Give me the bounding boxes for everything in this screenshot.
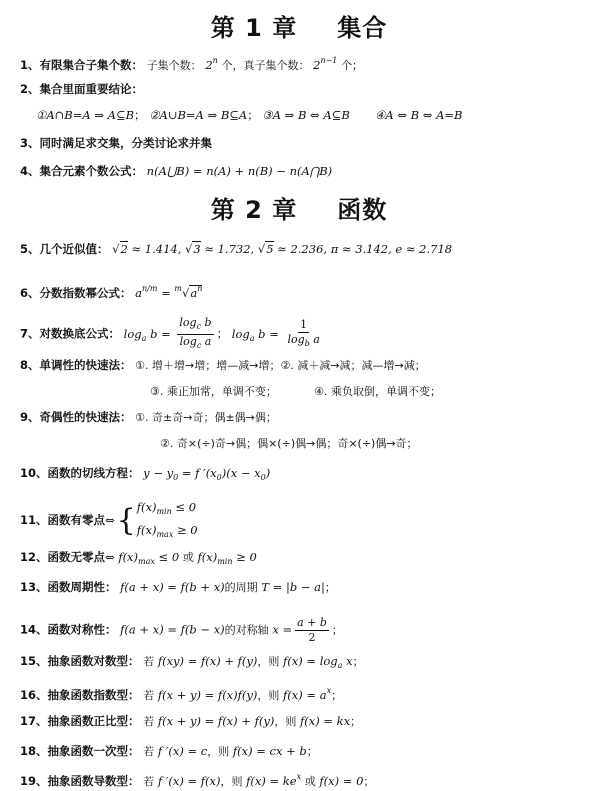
item-4: 4、集合元素个数公式： n(A⋃B) = n(A) + n(B) − n(A⋂B) xyxy=(20,164,333,178)
item-17: 17、抽象函数正比型： 若 f(x + y) = f(x) + f(y)，则 f(x) = kx； xyxy=(20,714,362,728)
item-11: 11、函数有零点⇔{ $f(x)_{min} \le 0$ $f(x)_{max} \ge 0$ xyxy=(20,500,198,539)
item-3: 3、同时满足求交集，分类讨论求并集 xyxy=(20,136,212,150)
item-12: 12、函数无零点⇔ $f(x)_{max} \le 0$ 或 $f(x)_{min} \ge 0$ xyxy=(20,550,257,566)
item-16: 16、抽象函数指数型： 若 f(x + y) = f(x)f(y)，则 $f(x) = a^x$； xyxy=(20,686,343,702)
item-18: 18、抽象函数一次型： 若 f ′(x) = c，则 f(x) = cx + b； xyxy=(20,744,318,758)
item-7: 7、对数换底公式： $\log_a b$ = $\frac{\log_c b}{\log_c a}$ ； $\log_a b$ = $\frac{1}{\log_b a}$ xyxy=(20,316,320,350)
item-8-rules: ③. 乘正加常，单调不变； ④. 乘负取倒，单调不变； xyxy=(150,385,442,398)
set-conclusions: ①A∩B=A ⇒ A⊆B； ②A∪B=A ⇒ B⊆A； ③A ⇒ B ⇔ A⊆B ④A ⇔ B ⇔ A=B xyxy=(36,108,463,122)
item-14: 14、函数对称性： f(a + x) = f(b − x)的对称轴 x = $\frac{a + b}{2}$ ； xyxy=(20,616,343,644)
chapter-1-title: 第 1 章 集合 xyxy=(210,14,388,42)
item-2: 2、集合里面重要结论： xyxy=(20,82,144,96)
item-19: 19、抽象函数导数型： 若 f ′(x) = f(x)，则 $f(x) = ke^x$ 或 f(x) = 0； xyxy=(20,772,375,788)
chapter-2-title: 第 2 章 函数 xyxy=(210,196,388,224)
item-9-rules: ②. 奇×(÷)奇→偶；偶×(÷)偶→偶；奇×(÷)偶→奇； xyxy=(160,437,418,450)
item-9: 9、奇偶性的快速法： ①. 奇±奇→奇；偶±偶→偶； xyxy=(20,410,277,424)
item-1: 1、有限集合子集个数： 子集个数： 2$^n$ 个，真子集个数： $2^{n-1}$ 个； xyxy=(20,56,364,72)
item-15: 15、抽象函数对数型： 若 f(xy) = f(x) + f(y)，则 $f(x) = \log_a x$； xyxy=(20,654,364,670)
item-10: 10、函数的切线方程： $y - y_0 = f$ $'(x_0)(x - x_0)$ xyxy=(20,466,271,482)
item-6: 6、分数指数幂公式： $a^{n/m} = ^m√a^n$ xyxy=(20,284,203,300)
item-8: 8、单调性的快速法： ①. 增＋增→增；增—减→增；②. 减＋减→减；减—增→减； xyxy=(20,358,426,372)
item-13: 13、函数周期性： f(a + x) = f(b + x)的周期 T = |b − a|； xyxy=(20,580,336,594)
item-5: 5、几个近似值： √2 ≈ 1.414, √3 ≈ 1.732, √5 ≈ 2.236, π ≈ 3.142, e ≈ 2.718 xyxy=(20,242,453,256)
